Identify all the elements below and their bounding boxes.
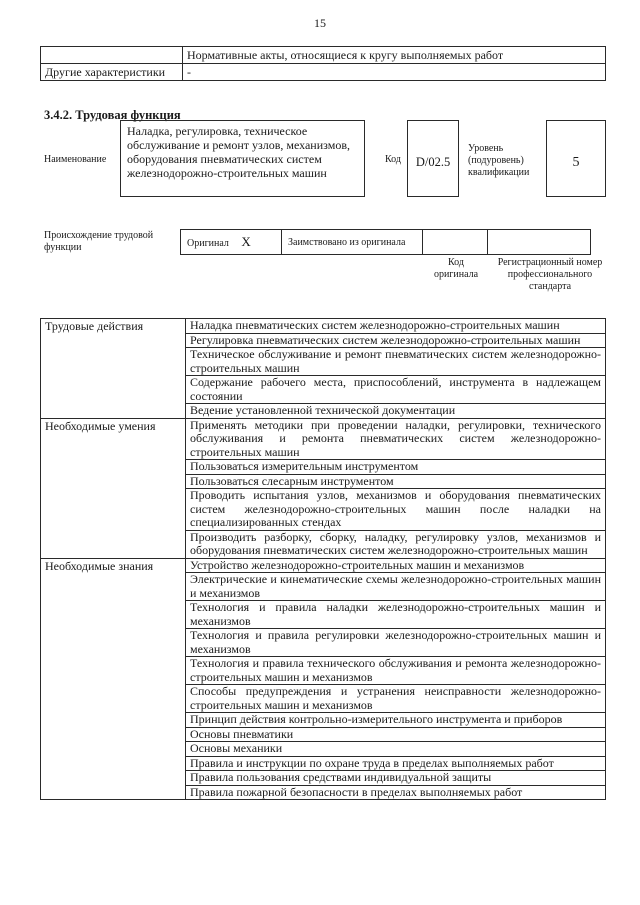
labor-function-table [40, 318, 606, 800]
section-item: Регулировка пневматических систем железнодорожно-строительных машин [186, 333, 606, 348]
origin-label: Происхождение трудовой функции [44, 230, 154, 253]
section-item: Основы механики [186, 742, 606, 757]
original-label: Оригинал [187, 238, 229, 249]
section-item: Принцип действия контрольно-измерительного инструмента и приборов [186, 713, 606, 728]
normative-acts-cell: Нормативные акты, относящиеся к кругу выполняемых работ [183, 47, 606, 64]
section-item: Производить разборку, сборку, наладку, регулировку узлов, механизмов и оборудования пневматических систем железнодорожно-строительных машин [186, 530, 606, 558]
origin-table [180, 229, 591, 255]
section-label: Трудовые действия [41, 319, 186, 419]
section-item: Содержание рабочего места, приспособлений, инструмента в надлежащем состоянии [186, 376, 606, 404]
section-item: Электрические и кинематические схемы железнодорожно-строительных машин и механизмов [186, 573, 606, 601]
section-item: Способы предупреждения и устранения неисправности железнодорожно-строительных машин и механизмов [186, 685, 606, 713]
original-mark: X [241, 234, 251, 249]
section-item: Технология и правила наладки железнодорожно-строительных машин и механизмов [186, 601, 606, 629]
function-code-box: D/02.5 [407, 120, 459, 197]
registration-number-cell [488, 230, 591, 255]
section-title: 3.4.2. Трудовая функция [44, 108, 181, 122]
section-item: Пользоваться измерительным инструментом [186, 460, 606, 475]
registration-number-caption: Регистрационный номер профессионального стандарта [497, 257, 603, 292]
table-row [41, 319, 606, 334]
table-row [41, 558, 606, 573]
borrowed-cell: Заимствовано из оригинала [282, 230, 423, 255]
section-item: Технология и правила регулировки железнодорожно-строительных машин и механизмов [186, 629, 606, 657]
section-item: Правила пользования средствами индивидуальной защиты [186, 771, 606, 786]
original-code-cell [423, 230, 488, 255]
other-characteristics-value: - [183, 64, 606, 81]
other-characteristics-table [40, 46, 606, 81]
section-item: Проводить испытания узлов, механизмов и оборудования пневматических систем железнодорожно-строительных машин после наладки на специализированных стендах [186, 489, 606, 531]
table-row [41, 418, 606, 460]
section-item: Применять методики при проведении наладки, регулировки, технического обслуживания и ремонта пневматических систем железнодорожно-строительных машин [186, 418, 606, 460]
section-item: Правила и инструкции по охране труда в пределах выполняемых работ [186, 756, 606, 771]
code-label: Код [385, 154, 401, 165]
section-item: Пользоваться слесарным инструментом [186, 474, 606, 489]
section-item: Техническое обслуживание и ремонт пневматических систем железнодорожно-строительных машин [186, 348, 606, 376]
section-item: Технология и правила технического обслуживания и ремонта железнодорожно-строительных машин и механизмов [186, 657, 606, 685]
page-number: 15 [314, 16, 326, 30]
section-label: Необходимые знания [41, 558, 186, 800]
qualification-level-label: Уровень (подуровень) квалификации [468, 143, 530, 178]
section-item: Устройство железнодорожно-строительных машин и механизмов [186, 558, 606, 573]
original-cell [181, 230, 282, 255]
original-code-caption: Код оригинала [433, 257, 479, 280]
section-item: Правила пожарной безопасности в пределах выполняемых работ [186, 785, 606, 800]
other-characteristics-label: Другие характеристики [41, 64, 183, 81]
section-item: Ведение установленной технической документации [186, 404, 606, 419]
function-name-box: Наладка, регулировка, техническое обслуживание и ремонт узлов, механизмов, оборудования пневматических систем железнодорожно-строительных машин [120, 120, 365, 197]
qualification-level-box: 5 [546, 120, 606, 197]
name-label: Наименование [44, 154, 107, 165]
section-item: Наладка пневматических систем железнодорожно-строительных машин [186, 319, 606, 334]
section-item: Основы пневматики [186, 727, 606, 742]
section-label: Необходимые умения [41, 418, 186, 558]
